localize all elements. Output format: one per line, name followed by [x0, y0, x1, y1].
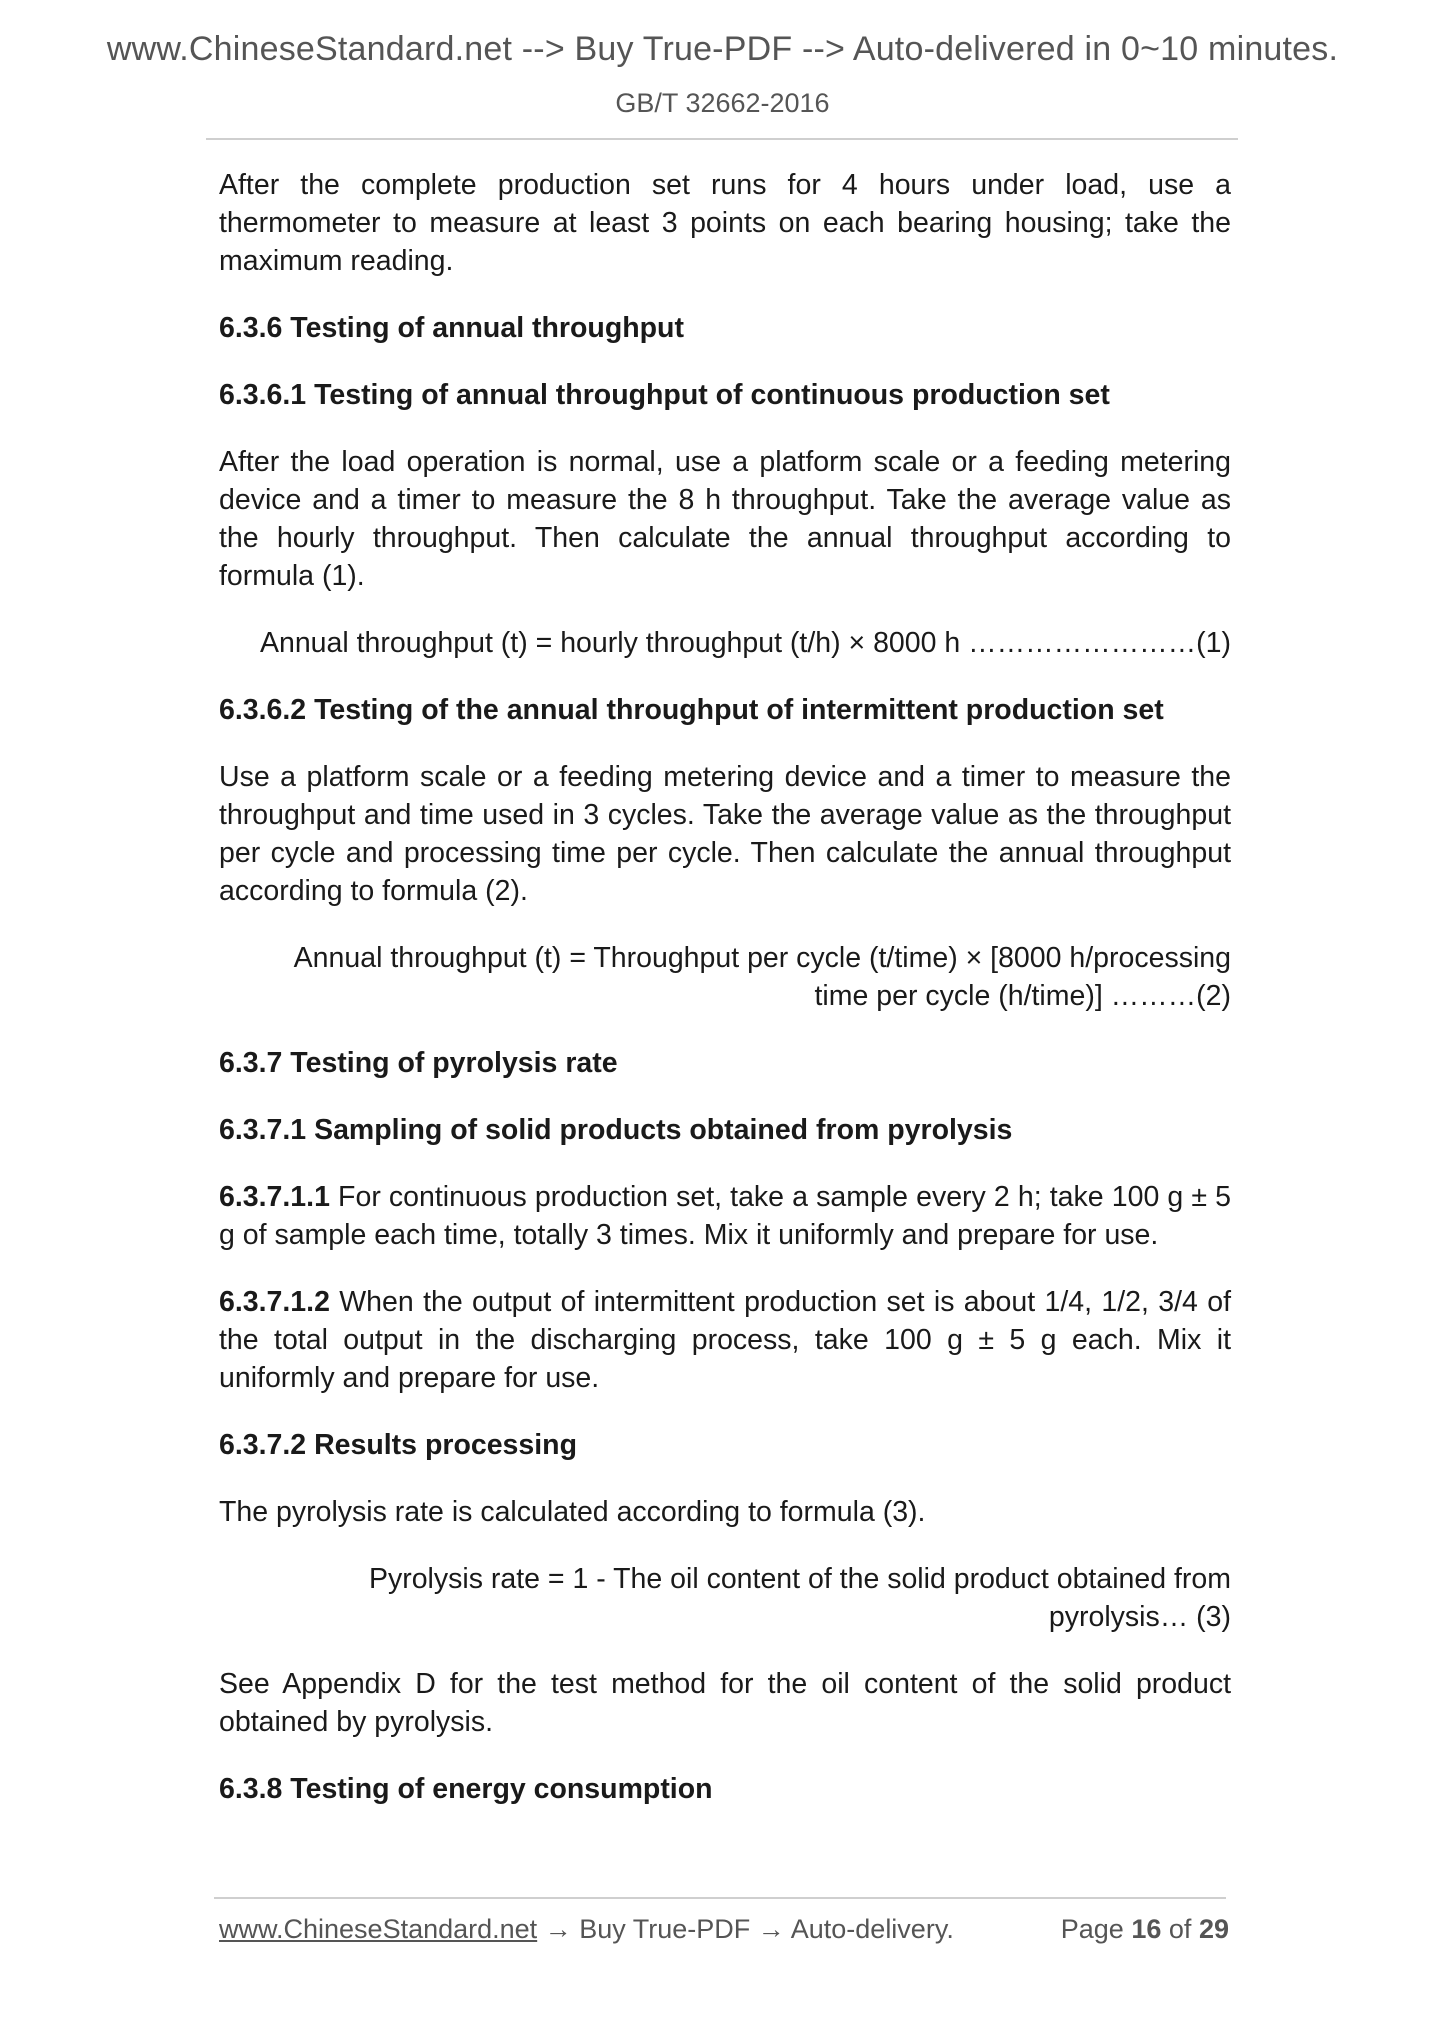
- clause-text: When the output of intermittent production set is about 1/4, 1/2, 3/4 of the total output in the discharging process, take 100 g ± 5 g each. Mix it uniformly and prepare for use.: [219, 1286, 1231, 1394]
- formula-2: [219, 939, 1231, 1015]
- footer-divider: [214, 1897, 1226, 1899]
- heading-6-3-7-2: 6.3.7.2 Results processing: [219, 1429, 577, 1461]
- top-banner: www.ChineseStandard.net --> Buy True-PDF --> Auto-delivered in 0~10 minutes.: [106, 30, 1339, 68]
- page-indicator: [1061, 1914, 1229, 1945]
- heading-6-3-6-1: 6.3.6.1 Testing of annual throughput of continuous production set: [219, 379, 1110, 411]
- formula-3-line-2: pyrolysis… (3): [1048, 1601, 1231, 1633]
- clause-6-3-7-1-2: [219, 1283, 1231, 1397]
- paragraph-appendix-reference: See Appendix D for the test method for the oil content of the solid product obtained by pyrolysis.: [219, 1668, 1231, 1738]
- heading-6-3-8: 6.3.8 Testing of energy consumption: [219, 1773, 713, 1805]
- clause-6-3-7-1-1: [219, 1178, 1231, 1254]
- formula-1: Annual throughput (t) = hourly throughput (t/h) × 8000 h ……………………(1): [259, 627, 1231, 659]
- standard-code: GB/T 32662-2016: [615, 88, 830, 118]
- document-body: [219, 166, 1231, 1837]
- paragraph-intermittent-throughput: Use a platform scale or a feeding metering device and a timer to measure the throughput and time used in 3 cycles. Take the average value as the throughput per cycle and processing time per cycle. Then calculate the annual throughput according to formula (2).: [219, 761, 1231, 907]
- heading-6-3-6: 6.3.6 Testing of annual throughput: [219, 312, 684, 344]
- formula-3-line-1: Pyrolysis rate = 1 - The oil content of the solid product obtained from: [368, 1563, 1231, 1595]
- formula-3: [219, 1560, 1231, 1636]
- clause-text: For continuous production set, take a sample every 2 h; take 100 g ± 5 g of sample each time, totally 3 times. Mix it uniformly and prepare for use.: [219, 1181, 1231, 1251]
- clause-number: 6.3.7.1.2: [219, 1286, 330, 1318]
- of-label: of: [1168, 1914, 1192, 1944]
- clause-number: 6.3.7.1.1: [219, 1181, 330, 1213]
- paragraph-bearing-temperature: After the complete production set runs for 4 hours under load, use a thermometer to measure at least 3 points on each bearing housing; take the maximum reading.: [219, 169, 1231, 277]
- heading-6-3-7: 6.3.7 Testing of pyrolysis rate: [219, 1047, 618, 1079]
- paragraph-continuous-throughput: After the load operation is normal, use a platform scale or a feeding metering device and a timer to measure the 8 h throughput. Take the average value as the hourly throughput. Then calculate the annual throughput according to formula (1).: [219, 446, 1231, 592]
- formula-2-line-1: Annual throughput (t) = Throughput per cycle (t/time) × [8000 h/processing: [293, 942, 1231, 974]
- heading-6-3-6-2: 6.3.6.2 Testing of the annual throughput of intermittent production set: [219, 694, 1164, 726]
- page-number: 16: [1131, 1914, 1162, 1944]
- formula-2-line-2: time per cycle (h/time)] ………(2): [814, 980, 1231, 1012]
- footer-tagline: → Buy True-PDF → Auto-delivery.: [537, 1914, 954, 1944]
- page-label: Page: [1060, 1914, 1124, 1944]
- paragraph-pyrolysis-formula-intro: The pyrolysis rate is calculated according to formula (3).: [219, 1496, 926, 1528]
- footer-site-link[interactable]: www.ChineseStandard.net: [219, 1914, 538, 1944]
- page-total: 29: [1198, 1914, 1229, 1944]
- heading-6-3-7-1: 6.3.7.1 Sampling of solid products obtained from pyrolysis: [219, 1114, 1013, 1146]
- header-divider: [206, 138, 1238, 140]
- footer: [219, 1914, 1229, 1945]
